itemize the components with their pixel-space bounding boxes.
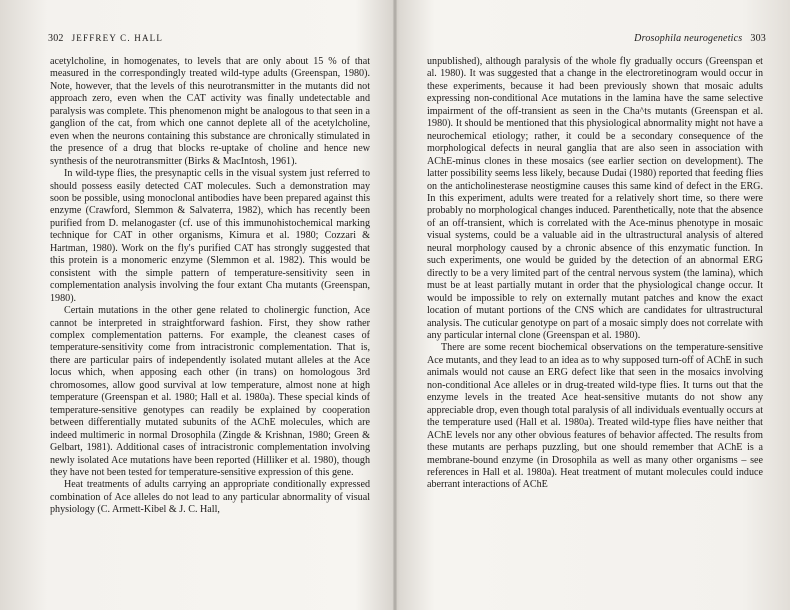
left-page (0, 0, 393, 610)
left-page-body (50, 56, 370, 517)
left-paragraph-2: In wild-type flies, the presynaptic cells in the visual system just referred to should possess easily detected CAT molecules. Such a demonstration may soon be possible, using monoclonal antibodies have been prepared against this enzyme (Crawford, Slemmon & Salvaterra, 1982), which has recently been purified from D. melanogaster (cf. use of this immunohistochemical marking technique for CAT in other organisms, Kimura et al. 1980; Cozzari & Hartman, 1980). Work on the fly's purified CAT has strongly suggested that this protein is a monomeric enzyme (Slemmon et al. 1982). This would be consistent with the simple pattern of temperature-sensitivity seen in complementation analysis involving the four extant Cha mutants (Greenspan, 1980). (50, 168, 370, 304)
left-paragraph-4: Heat treatments of adults carrying an appropriate conditionally expressed combination of Ace alleles do not lead to any particular abnormality of visual physiology (C. Armett-Kibel & J. C. Hall, (50, 479, 370, 516)
right-page-header (419, 33, 766, 44)
right-page (397, 0, 790, 610)
right-running-head: Drosophila neurogenetics (634, 33, 743, 44)
left-running-head: JEFFREY C. HALL (71, 33, 164, 43)
right-paragraph-2: There are some recent biochemical observations on the temperature-sensitive Ace mutants, and they lead to an idea as to why supposed turn-off of AChE in such animals would not cause an ERG defect like that seen in the mosaics involving non-conditional Ace alleles or in drug-treated wild-type flies. It turns out that the enzyme levels in the treated Ace heat-sensitive mutants do not show any appreciable drop, even though total paralysis of all individuals eventually occurs at the temperature used (Hall et al. 1980a). Treated wild-type flies have neither that AChE levels nor any other obvious features of behavior affected. The results from these mutants are perhaps puzzling, but one should remember that AChE is a membrane-bound enzyme (in Drosophila as well as many other organisms – see references in Hall et al. 1980a). Heat treatment of mutant molecules could induce aberrant interactions of AChE (427, 342, 763, 491)
left-page-header (48, 33, 375, 44)
left-paragraph-1: acetylcholine, in homogenates, to levels that are only about 15 % of that measured in the correspondingly treated wild-type adults (Greenspan, 1980). Note, however, that the levels of this neurotransmitter in the mutants did not approach zero, even when the CAT activity was finally undetectable and paralysis was complete. This phenomenon might be analogous to that seen in a ganglion of the cat, from which one cannot deplete all of the acetylcholine, even when the neurons containing this substance are chronically stimulated in the presence of a drug that blocks re-uptake of choline and hence new synthesis of the neurotransmitter (Birks & MacIntosh, 1961). (50, 56, 370, 167)
left-page-number: 302 (48, 33, 64, 44)
right-paragraph-1: unpublished), although paralysis of the whole fly gradually occurs (Greenspan et al. 1980). It was suggested that a change in the electroretinogram would occur in these experiments, because it had been previously shown that mosaic adults expressing non-conditional Ace mutations in the lamina have the same selective impairment of the off-transient as seen in the Cha^ts mutants (Greenspan et al. 1980). It should be mentioned that this physiological abnormality might not have a neurochemical etiology; rather, it could be a secondary consequence of the morphological defects in neural ganglia that are also seen in association with AChE-minus clones in these mosaics (see earlier section on development). The latter possibility seems less likely, because Dudai (1980) reported that feeding flies on the anticholinesterase neostigmine causes this same kind of defect in the ERG. In this experiment, adults were treated for a relatively short time, so there were probably no morphological changes induced. Parenthetically, note that the absence of an off-transient, which is correlated with the Ace-minus phenotype in mosaic visual systems, could be a valuable aid in the ultrastructural analysis of altered neural morphology caused by a chronic absence of this enzymatic function. In such experiments, one would be guided by the detection of an abnormal ERG directly to be a very limited part of the central nervous system (the lamina), which must be at least partially mutant in order that the physiological change occur. It would be impossible to rely on externally mutant patches and know the exact location of mutant portions of the CNS which are candidates for ultrastructural analysis. The cuticular genotype on part of a mosaic simply does not correlate with any particular internal clone (Greenspan et al. 1980). (427, 56, 763, 341)
right-page-body (427, 56, 763, 492)
right-page-number: 303 (750, 33, 766, 44)
left-paragraph-3: Certain mutations in the other gene related to cholinergic function, Ace cannot be interpreted in straightforward fashion. First, they show rather complex complementation patterns. For example, the cleanest cases of temperature-sensitivity come from intracistronic complementation. That is, there are particular pairs of independently isolated mutant alleles at the Ace locus which, when apposing each other (in trans) on homologous 3rd chromosomes, allow good survival at low temperature, almost none at high temperature (Greenspan et al. 1980; Hall et al. 1980a). These special kinds of temperature-sensitive genotypes can readily be explained by cooperation between differentially mutated subunits of the AChE molecules, which are indeed multimeric in normal Drosophila (Zingde & Krishnan, 1980; Green & Gelbart, 1981). Additional cases of intracistronic complementation involving newly isolated Ace mutations have been reported (Hilliker et al. 1980), though they have not been tested for temperature-sensitive expression of this gene. (50, 305, 370, 478)
